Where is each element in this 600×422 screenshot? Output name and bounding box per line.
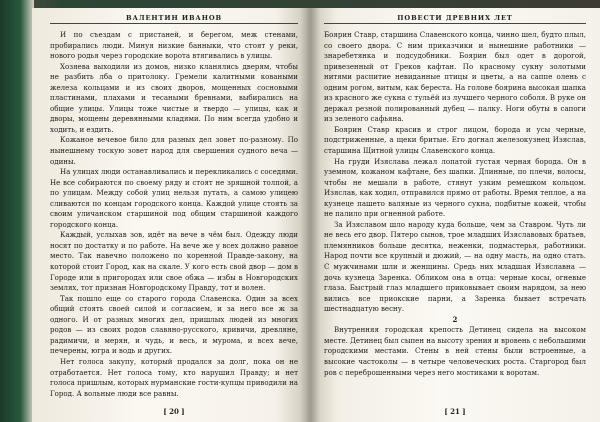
chapter-number: 2 — [452, 314, 458, 324]
head-rule — [324, 23, 586, 24]
left-page — [32, 8, 308, 422]
book-gutter — [300, 8, 320, 422]
paragraph: Хозяева выходили из домов, низко кланялись дверям, чтобы не разбить лба о притолоку. Гремели калитными коваными железа кольцами и из своих дворов, мощенных сосновыми пластинами, плахами и тесаными бревнами, выбирались на общие улицы. Улицы тоже чистые и твердо — улицы, как и дворы, мощены деревянными кладями. По ним всегда удобно и ходить, и ездить. — [50, 61, 298, 134]
body-text — [324, 30, 586, 378]
open-book — [32, 8, 600, 422]
paragraph: За Изяславом шло народу куда больше, чем за Ставром. Чуть ли не весь его двор. Пятеро сынов, трое младших Изяславовых братьев, племянников больше десятка, неженки, подмастерья, работники. Народ почти все крупный и дюжий, — на одну масть, на одно стать. С мужчинами шли и женщины. Средь них младшая Изяславна — дочь кузнеца Заренка. Обликом она в отца: черные косы, огневые глаза. Быстрый глаз младшего приковывает своим нарядом, за нею вились все приокские парни, а Заренка бывает встречать шестнадцатую весну. — [324, 219, 586, 314]
paragraph: Боярин Ставр красив и строг лицом, борода и усы черные, подстриженные, а щеки бритые. Его догнал железокузнец Изяслав, старшина Щитной улицы Славенского конца. — [324, 124, 586, 156]
paragraph: Так пошло еще со старого города Славенска. Один за всех общий стоять своей силой и согласием, и за него все ж за одного. И от разных многих дел, пришлых людей из многих родов — из своих родов славяно-русского, кривичи, древляне, радимичи, и мерян, и чудь, и весь, и мурома, и всех вече, печерены, югра и водь и других. — [50, 293, 298, 356]
book-cover-edge — [0, 0, 34, 422]
paragraph: На улицах люди останавливались и перекликались с соседями. Не все собираются по своему ряду и стоят не зряшной толпой, а по улицам. Между собой улиц нельзя путать, а самою улицею сливаются по концам городского конца. Каждой улице стоять за своим уличанском старшиной под общим старшиной каждого городского конца. — [50, 167, 298, 229]
page-number: [ 20 ] — [163, 407, 185, 416]
running-head: ПОВЕСТИ ДРЕВНИХ ЛЕТ — [397, 14, 513, 22]
paragraph: На груди Изяслава лежал лопатой густая черная борода. Он в уземном, кожаном кафтане, без шапки. Длинные, по плечи, волосы, чтобы не мешали в работе, стянут узким ремешком кольцом. Изяслав, как ходил, отправился прямо от работы. Время теплое, а на кузнеце пашето валяные из черного сукна, подбитые кожей, чтобы не палило при огненной работе. — [324, 156, 586, 219]
paragraph: Внутренняя городская крепость Детинец сидела на высоком месте. Детинец был сыпен на высоту зрения и вровень с небольшими городскими местами. Стены в ней стены были встроенные, а высокие частоколы — в четыре человеческих роста. Старгород был ров с переброшенными через него мостиками к воротам. — [324, 325, 586, 377]
body-text — [50, 30, 298, 399]
paragraph: И по съездам с пристаней, и берегом, меж стенами, пробирались люди. Минуя низкие банныки, что стоят у реки, нового родья через городские ворота втягивались в улицы. — [50, 30, 298, 61]
running-head: ВАЛЕНТИН ИВАНОВ — [126, 14, 222, 22]
right-page — [308, 8, 600, 422]
paragraph: Боярин Ставр, старшина Славенского конца, чинно шел, будто плыл, со своего двора. С ним приказчики и нынешние работники — знаребетянка и подсудобники. Боярин был одет в дорогой, привезенный от Греков кафтан. По красному сукну золотыми нитями распитие невиданные птицы и цветы, а на саппе олень с одним рогом, витым, как береста. На голове боярина высокая шапка из красного же сукна с тульёй из лучшего черного соболя. В руке он держал резной полированный дубец — палку. Ноги обуты в сапоги из зеленого сафьяна. — [324, 30, 586, 124]
paragraph: Нет голоса закупу, который продался за долг, пока он не отработается. Нет голоса тому, кто нарушил Правду; и нет голоса пришлым, которых нурманские гости-купцы приводили на Город. А вольные люди все равны. — [50, 356, 298, 398]
paragraph: Кожаное вечевое било для разных дел зовет по-разному. По нынешнему тоскую зовет народ для свершения судного веча — одины. — [50, 135, 298, 166]
paragraph: Каждый, услыхав зов, идёт на вече в чём был. Одежду люди носят по достатку и по работе. На вече же у всех должно равное место. Так навечно положено по коренной Правде-закону, на которой стоит Город, как на скале. У кого есть свой двор — дом в Городе или в пригородах или свое обжа — избы в Новгородских землях, тот признан Новгородскому Правду, тот и волен. — [50, 230, 298, 293]
head-rule — [50, 23, 298, 24]
page-number: [ 21 ] — [444, 407, 466, 416]
